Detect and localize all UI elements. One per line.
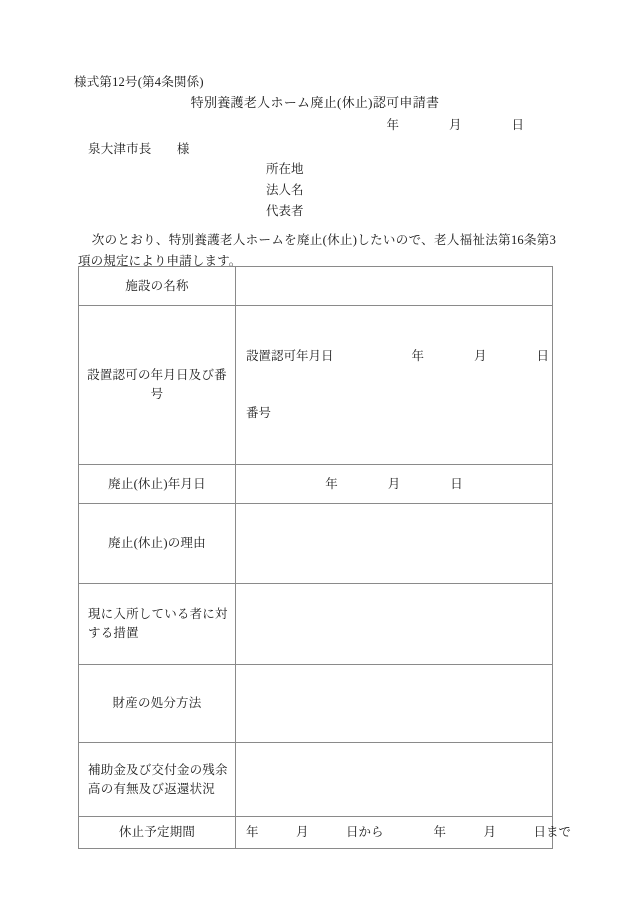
row-value-abolition-date[interactable] xyxy=(236,465,553,504)
row-label-subsidy-balance-refund xyxy=(79,743,236,817)
applicant-field-address: 所在地 xyxy=(266,162,304,176)
applicant-field-corporation-name: 法人名 xyxy=(266,183,304,197)
approval-number-label: 番号 xyxy=(246,406,272,420)
row-label-abolition-reason xyxy=(79,504,236,584)
row-value-current-residents-measures[interactable] xyxy=(236,584,553,665)
row-label-approval-date-number xyxy=(79,306,236,465)
addressee: 泉大津市長 様 xyxy=(88,142,190,156)
value-text: 年 月 日から 年 月 日まで xyxy=(246,825,572,839)
applicant-field-representative: 代表者 xyxy=(266,204,304,218)
table-row xyxy=(79,817,553,849)
label-text: 財産の処分方法 xyxy=(112,696,202,710)
label-text: 現に入所している者に対する措置 xyxy=(88,607,228,640)
label-text: 施設の名称 xyxy=(125,278,189,293)
table-row xyxy=(79,584,553,665)
row-label-facility-name xyxy=(79,267,236,306)
form-number: 様式第12号(第4条関係) xyxy=(74,75,204,89)
table-row xyxy=(79,743,553,817)
document-title: 特別養護老人ホーム廃止(休止)認可申請書 xyxy=(190,95,440,110)
header-date-line: 年 月 日 xyxy=(386,118,524,132)
row-value-approval-date-number[interactable] xyxy=(236,306,553,465)
label-text: 廃止(休止)年月日 xyxy=(108,476,206,491)
row-value-suspension-period[interactable] xyxy=(236,817,572,849)
row-value-abolition-reason[interactable] xyxy=(236,504,553,584)
table-row xyxy=(79,267,553,306)
application-form-table xyxy=(78,266,572,849)
table-row xyxy=(79,665,553,743)
table-row xyxy=(79,504,553,584)
approval-date-line xyxy=(246,347,550,366)
label-text: 廃止(休止)の理由 xyxy=(108,536,206,550)
row-label-suspension-period xyxy=(79,817,236,849)
label-text: 休止予定期間 xyxy=(118,825,196,839)
label-text: 設置認可の年月日及び番号 xyxy=(87,368,227,401)
applicant-fields xyxy=(266,159,304,222)
row-value-facility-name[interactable] xyxy=(236,267,553,306)
row-value-subsidy-balance-refund[interactable] xyxy=(236,743,553,817)
approval-date-label: 設置認可年月日 xyxy=(246,349,334,363)
value-text: 年 月 日 xyxy=(325,476,463,491)
approval-date-blanks: 年 月 日 xyxy=(411,349,550,363)
label-text: 補助金及び交付金の残余高の有無及び返還状況 xyxy=(88,762,228,796)
value-text xyxy=(236,306,552,464)
row-value-property-disposal[interactable] xyxy=(236,665,553,743)
table-row xyxy=(79,465,553,504)
body-paragraph: 次のとおり、特別養護老人ホームを廃止(休止)したいので、老人福祉法第16条第3項の規定により申請します。 xyxy=(78,233,556,268)
row-label-property-disposal xyxy=(79,665,236,743)
table-row xyxy=(79,306,553,465)
row-label-abolition-date xyxy=(79,465,236,504)
row-label-current-residents-measures xyxy=(79,584,236,665)
